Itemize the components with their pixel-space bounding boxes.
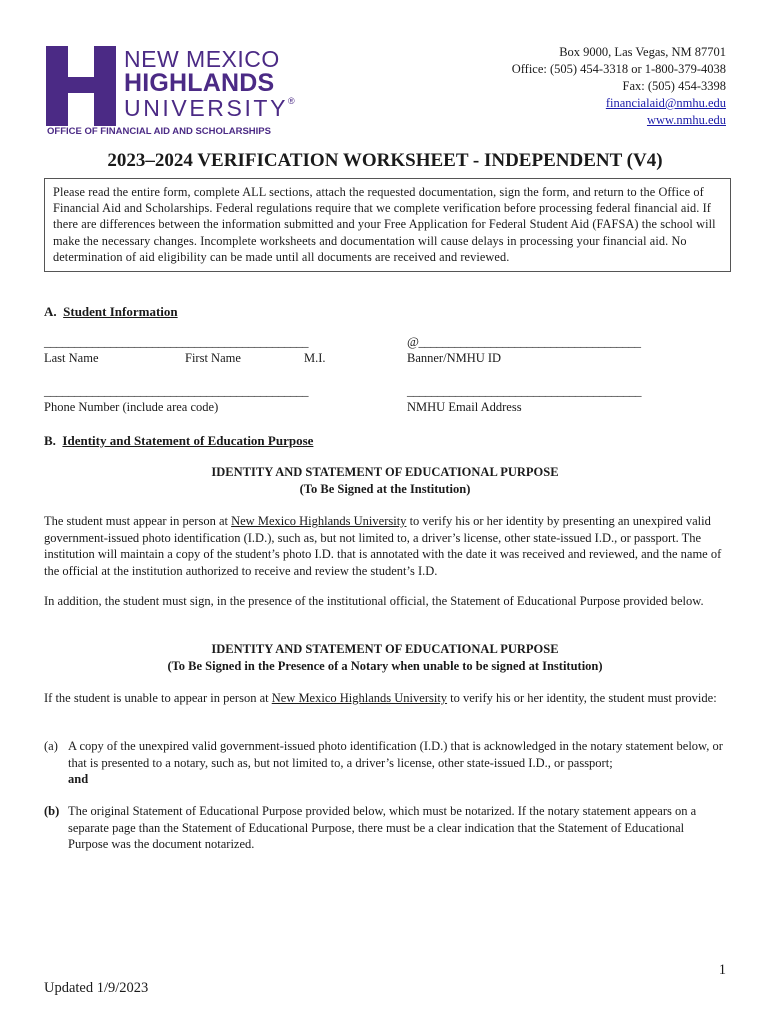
logo-line-highlands: HIGHLANDS xyxy=(124,69,275,97)
page-number: 1 xyxy=(718,962,726,978)
instructions-box: Please read the entire form, complete ALL sections, attach the requested documentation, sign the form, and return to the Office of Financial Aid and Scholarships. Federal regulations require that we complete verification before processing federal financial aid. If there are differences between the information submitted and your Free Application for Federal Student Aid (FAFSA) the school will make the necessary changes. Incomplete worksheets and documentation will cause delays in processing your financial aid. No determination of aid eligibility can be made until all documents are received and reviewed. xyxy=(44,178,731,272)
office-name: OFFICE OF FINANCIAL AID AND SCHOLARSHIPS xyxy=(47,126,271,137)
identity-heading-notary: IDENTITY AND STATEMENT OF EDUCATIONAL PURPOSE xyxy=(211,642,559,656)
name-field[interactable]: ____________________________________________ xyxy=(44,334,308,349)
email-label: NMHU Email Address xyxy=(407,400,522,414)
website-link[interactable]: www.nmhu.edu xyxy=(646,113,726,127)
requirement-item-a: (a) A copy of the unexpired valid government-issued photo identification (I.D.) that is acknowledged in the notary statement below, or that is presented to a notary, such as, but not limited to, a driver’s license, other state-issued I.D., or passport; and xyxy=(44,739,723,786)
item-a-marker: (a) xyxy=(44,739,58,753)
identity-subheading-notary: (To Be Signed in the Presence of a Notary when unable to be signed at Institution) xyxy=(167,659,603,673)
requirement-item-b: (b) The original Statement of Educational Purpose provided below, which must be notarized. If the notary statement appears on a separate page than the Statement of Educational Purpose, there must be a clear indication that the Statement of Educational Purpose was the document notarized. xyxy=(44,804,697,851)
section-a-heading: A. Student Information xyxy=(44,304,178,319)
identity-subheading-institution: (To Be Signed at the Institution) xyxy=(299,482,471,496)
university-name: New Mexico Highlands University xyxy=(271,691,448,705)
university-logo xyxy=(44,44,295,138)
email-field[interactable]: _______________________________________ xyxy=(407,383,641,398)
item-a-and: and xyxy=(68,772,89,786)
office-phone: Office: (505) 454-3318 or 1-800-379-4038 xyxy=(511,62,726,76)
logo-line-university: UNIVERSITY® xyxy=(124,95,295,121)
middle-initial-label: M.I. xyxy=(304,351,326,365)
identity-heading-institution: IDENTITY AND STATEMENT OF EDUCATIONAL PURPOSE xyxy=(211,465,559,479)
fax-number: Fax: (505) 454-3398 xyxy=(622,79,726,93)
page-title: 2023–2024 VERIFICATION WORKSHEET - INDEPENDENT (V4) xyxy=(107,150,663,171)
notary-paragraph: If the student is unable to appear in person at New Mexico Highlands University to verify his or her identity, the student must provide: xyxy=(44,691,717,705)
updated-date: Updated 1/9/2023 xyxy=(44,980,149,996)
section-b-heading: B. Identity and Statement of Education Purpose xyxy=(44,433,314,448)
last-name-label: Last Name xyxy=(44,351,99,365)
banner-id-field[interactable]: @_____________________________________ xyxy=(407,334,641,349)
phone-label: Phone Number (include area code) xyxy=(44,400,219,414)
logo-line-new-mexico: NEW MEXICO xyxy=(124,46,280,72)
mailing-address: Box 9000, Las Vegas, NM 87701 xyxy=(559,45,726,59)
phone-field[interactable]: ____________________________________________ xyxy=(44,383,308,398)
university-name: New Mexico Highlands University xyxy=(231,514,407,528)
university-logo-mark xyxy=(44,46,118,126)
banner-id-label: Banner/NMHU ID xyxy=(407,351,502,365)
identity-paragraph: The student must appear in person at New Mexico Highlands University to verify his or her identity by presenting an unexpired valid government-issued photo identification (I.D.), such as, but not limited to, a driver’s license, other state-issued I.D., or passport. The institution will maintain a copy of the student’s photo I.D. that is annotated with the date it was received and reviewed, and the name of the official at the institution authorized to receive and review the student’s I.D. xyxy=(44,514,722,578)
first-name-label: First Name xyxy=(185,351,241,365)
contact-block xyxy=(512,44,726,129)
item-b-marker: (b) xyxy=(44,804,60,818)
signature-paragraph: In addition, the student must sign, in the presence of the institutional official, the Statement of Educational Purpose provided below. xyxy=(44,594,704,608)
email-link[interactable]: financialaid@nmhu.edu xyxy=(605,96,726,110)
